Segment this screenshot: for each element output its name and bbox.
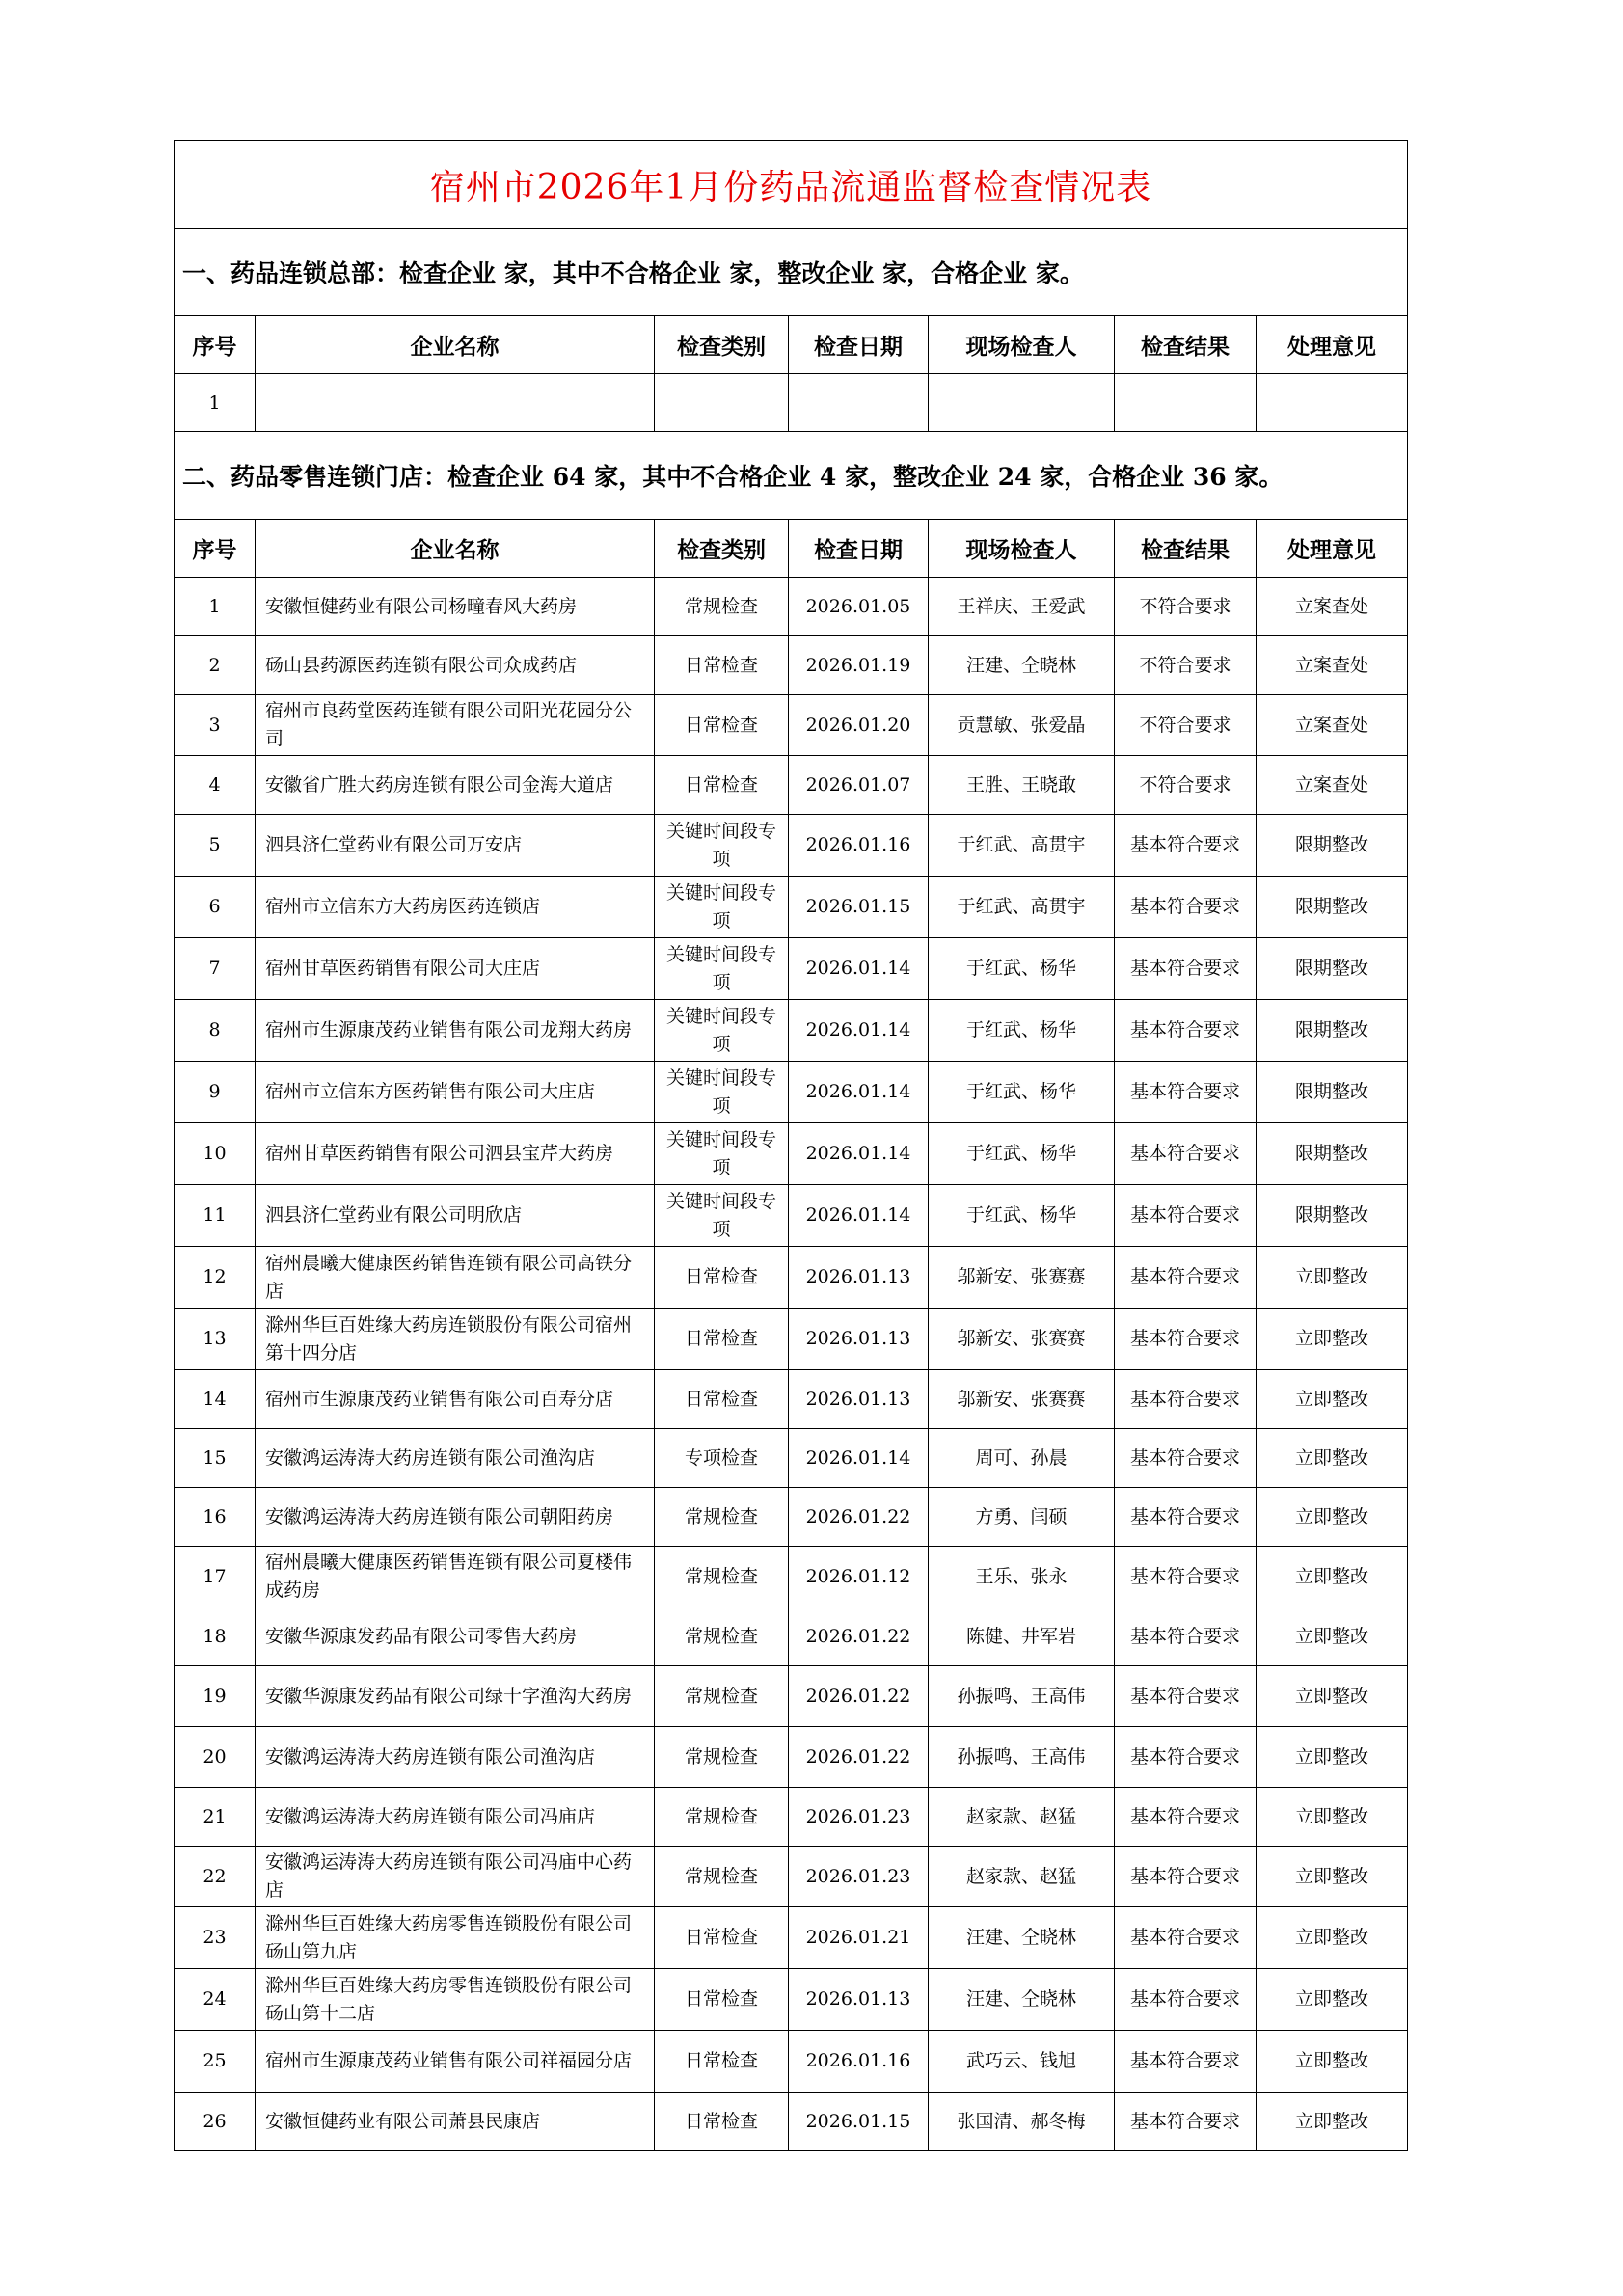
cell-type: 关键时间段专项	[655, 1123, 789, 1185]
cell-no: 18	[175, 1607, 256, 1666]
cell-no: 15	[175, 1429, 256, 1488]
cell-date: 2026.01.13	[789, 1969, 929, 2031]
cell-result: 基本符合要求	[1115, 938, 1257, 1000]
cell-date: 2026.01.14	[789, 1429, 929, 1488]
row-action	[1257, 374, 1408, 432]
cell-name: 宿州市立信东方大药房医药连锁店	[256, 877, 655, 938]
cell-result: 基本符合要求	[1115, 1000, 1257, 1062]
cell-name: 安徽鸿运涛涛大药房连锁有限公司渔沟店	[256, 1429, 655, 1488]
cell-no: 24	[175, 1969, 256, 2031]
cell-type: 日常检查	[655, 636, 789, 695]
cell-action: 限期整改	[1257, 815, 1408, 877]
cell-name: 滁州华巨百姓缘大药房零售连锁股份有限公司砀山第十二店	[256, 1969, 655, 2031]
cell-date: 2026.01.07	[789, 756, 929, 815]
col-header-type: 检查类别	[655, 316, 789, 374]
col-header-date: 检查日期	[789, 316, 929, 374]
cell-date: 2026.01.14	[789, 1062, 929, 1123]
section1-header-row	[175, 316, 1408, 374]
table-row	[175, 1062, 1408, 1123]
cell-type: 日常检查	[655, 1309, 789, 1370]
cell-name: 泗县济仁堂药业有限公司万安店	[256, 815, 655, 877]
row-result	[1115, 374, 1257, 432]
col-header-no: 序号	[175, 520, 256, 578]
cell-name: 宿州市生源康茂药业销售有限公司祥福园分店	[256, 2031, 655, 2093]
cell-action: 立即整改	[1257, 1247, 1408, 1309]
cell-action: 限期整改	[1257, 877, 1408, 938]
table-row	[175, 1547, 1408, 1607]
cell-action: 立案查处	[1257, 636, 1408, 695]
cell-action: 立即整改	[1257, 1547, 1408, 1607]
cell-inspector: 于红武、杨华	[929, 1000, 1115, 1062]
cell-result: 基本符合要求	[1115, 815, 1257, 877]
cell-date: 2026.01.16	[789, 2031, 929, 2093]
table-row	[175, 578, 1408, 636]
cell-no: 13	[175, 1309, 256, 1370]
cell-type: 专项检查	[655, 1429, 789, 1488]
cell-date: 2026.01.15	[789, 877, 929, 938]
table-row	[175, 1429, 1408, 1488]
table-row	[175, 815, 1408, 877]
cell-result: 基本符合要求	[1115, 1309, 1257, 1370]
cell-inspector: 方勇、闫硕	[929, 1488, 1115, 1547]
page-title: 宿州市2026年1月份药品流通监督检查情况表	[175, 141, 1408, 229]
cell-type: 常规检查	[655, 1547, 789, 1607]
cell-no: 7	[175, 938, 256, 1000]
cell-date: 2026.01.22	[789, 1488, 929, 1547]
cell-name: 宿州市立信东方医药销售有限公司大庄店	[256, 1062, 655, 1123]
cell-type: 日常检查	[655, 756, 789, 815]
cell-inspector: 王乐、张永	[929, 1547, 1115, 1607]
cell-action: 限期整改	[1257, 1062, 1408, 1123]
cell-result: 基本符合要求	[1115, 1547, 1257, 1607]
cell-name: 安徽恒健药业有限公司萧县民康店	[256, 2093, 655, 2151]
cell-name: 泗县济仁堂药业有限公司明欣店	[256, 1185, 655, 1247]
cell-action: 立案查处	[1257, 695, 1408, 756]
cell-date: 2026.01.22	[789, 1727, 929, 1788]
cell-result: 基本符合要求	[1115, 1607, 1257, 1666]
row-date	[789, 374, 929, 432]
col-header-no: 序号	[175, 316, 256, 374]
cell-date: 2026.01.14	[789, 1185, 929, 1247]
cell-date: 2026.01.13	[789, 1247, 929, 1309]
cell-name: 安徽恒健药业有限公司杨疃春风大药房	[256, 578, 655, 636]
table-row	[175, 1607, 1408, 1666]
cell-name: 宿州晨曦大健康医药销售连锁有限公司高铁分店	[256, 1247, 655, 1309]
cell-inspector: 于红武、杨华	[929, 938, 1115, 1000]
cell-inspector: 王祥庆、王爱武	[929, 578, 1115, 636]
cell-name: 滁州华巨百姓缘大药房零售连锁股份有限公司砀山第九店	[256, 1907, 655, 1969]
cell-date: 2026.01.22	[789, 1666, 929, 1727]
cell-date: 2026.01.14	[789, 1123, 929, 1185]
col-header-name: 企业名称	[256, 520, 655, 578]
cell-no: 1	[175, 578, 256, 636]
section2-heading: 二、药品零售连锁门店：检查企业 64 家，其中不合格企业 4 家，整改企业 24 家，合格企业 36 家。	[175, 432, 1408, 520]
cell-type: 日常检查	[655, 1907, 789, 1969]
cell-action: 立即整改	[1257, 1788, 1408, 1847]
cell-inspector: 武巧云、钱旭	[929, 2031, 1115, 2093]
col-header-type: 检查类别	[655, 520, 789, 578]
cell-date: 2026.01.21	[789, 1907, 929, 1969]
cell-type: 关键时间段专项	[655, 815, 789, 877]
table-row	[175, 1969, 1408, 2031]
cell-no: 21	[175, 1788, 256, 1847]
cell-inspector: 汪建、仝晓林	[929, 1969, 1115, 2031]
cell-inspector: 陈健、井军岩	[929, 1607, 1115, 1666]
cell-no: 9	[175, 1062, 256, 1123]
cell-name: 安徽鸿运涛涛大药房连锁有限公司渔沟店	[256, 1727, 655, 1788]
cell-type: 常规检查	[655, 1488, 789, 1547]
table-row	[175, 1000, 1408, 1062]
cell-type: 常规检查	[655, 1666, 789, 1727]
table-row	[175, 2093, 1408, 2151]
table-row	[175, 1123, 1408, 1185]
row-inspector	[929, 374, 1115, 432]
cell-action: 立案查处	[1257, 578, 1408, 636]
cell-name: 宿州市生源康茂药业销售有限公司百寿分店	[256, 1370, 655, 1429]
cell-action: 立即整改	[1257, 1727, 1408, 1788]
cell-date: 2026.01.14	[789, 1000, 929, 1062]
cell-name: 滁州华巨百姓缘大药房连锁股份有限公司宿州第十四分店	[256, 1309, 655, 1370]
cell-inspector: 赵家款、赵猛	[929, 1788, 1115, 1847]
col-header-result: 检查结果	[1115, 520, 1257, 578]
table-row	[175, 1847, 1408, 1907]
cell-inspector: 于红武、杨华	[929, 1123, 1115, 1185]
cell-type: 日常检查	[655, 695, 789, 756]
cell-date: 2026.01.20	[789, 695, 929, 756]
row-name	[256, 374, 655, 432]
cell-no: 8	[175, 1000, 256, 1062]
cell-date: 2026.01.05	[789, 578, 929, 636]
cell-inspector: 孙振鸣、王高伟	[929, 1727, 1115, 1788]
cell-result: 不符合要求	[1115, 695, 1257, 756]
cell-inspector: 邬新安、张赛赛	[929, 1370, 1115, 1429]
cell-result: 不符合要求	[1115, 578, 1257, 636]
cell-date: 2026.01.23	[789, 1847, 929, 1907]
cell-result: 不符合要求	[1115, 636, 1257, 695]
cell-name: 安徽华源康发药品有限公司零售大药房	[256, 1607, 655, 1666]
cell-result: 基本符合要求	[1115, 1429, 1257, 1488]
cell-result: 基本符合要求	[1115, 877, 1257, 938]
cell-type: 常规检查	[655, 1727, 789, 1788]
cell-no: 23	[175, 1907, 256, 1969]
cell-no: 20	[175, 1727, 256, 1788]
cell-action: 立即整改	[1257, 1907, 1408, 1969]
cell-action: 立即整改	[1257, 2093, 1408, 2151]
section2-header-row	[175, 520, 1408, 578]
cell-name: 宿州晨曦大健康医药销售连锁有限公司夏楼伟成药房	[256, 1547, 655, 1607]
cell-no: 22	[175, 1847, 256, 1907]
table-row	[175, 1788, 1408, 1847]
cell-date: 2026.01.15	[789, 2093, 929, 2151]
cell-action: 立即整改	[1257, 1309, 1408, 1370]
cell-type: 日常检查	[655, 1370, 789, 1429]
cell-name: 安徽华源康发药品有限公司绿十字渔沟大药房	[256, 1666, 655, 1727]
table-row	[175, 1247, 1408, 1309]
cell-type: 日常检查	[655, 1969, 789, 2031]
cell-date: 2026.01.14	[789, 938, 929, 1000]
table-row	[175, 756, 1408, 815]
table-row	[175, 1727, 1408, 1788]
cell-action: 限期整改	[1257, 938, 1408, 1000]
table-row	[175, 1907, 1408, 1969]
cell-type: 日常检查	[655, 2093, 789, 2151]
cell-no: 19	[175, 1666, 256, 1727]
inspection-table	[174, 140, 1408, 2151]
cell-result: 基本符合要求	[1115, 2093, 1257, 2151]
col-header-action: 处理意见	[1257, 316, 1408, 374]
cell-inspector: 贡慧敏、张爱晶	[929, 695, 1115, 756]
cell-no: 25	[175, 2031, 256, 2093]
cell-name: 宿州市生源康茂药业销售有限公司龙翔大药房	[256, 1000, 655, 1062]
cell-result: 基本符合要求	[1115, 1488, 1257, 1547]
table-row	[175, 1370, 1408, 1429]
section1-heading: 一、药品连锁总部：检查企业 家，其中不合格企业 家，整改企业 家，合格企业 家。	[175, 229, 1408, 316]
cell-date: 2026.01.22	[789, 1607, 929, 1666]
cell-name: 砀山县药源医药连锁有限公司众成药店	[256, 636, 655, 695]
cell-action: 立即整改	[1257, 1370, 1408, 1429]
cell-no: 10	[175, 1123, 256, 1185]
cell-type: 日常检查	[655, 2031, 789, 2093]
cell-no: 2	[175, 636, 256, 695]
cell-inspector: 于红武、高贯宇	[929, 815, 1115, 877]
col-header-result: 检查结果	[1115, 316, 1257, 374]
cell-no: 3	[175, 695, 256, 756]
cell-name: 安徽鸿运涛涛大药房连锁有限公司冯庙店	[256, 1788, 655, 1847]
cell-action: 立即整改	[1257, 1429, 1408, 1488]
cell-no: 6	[175, 877, 256, 938]
cell-inspector: 邬新安、张赛赛	[929, 1247, 1115, 1309]
cell-result: 基本符合要求	[1115, 1123, 1257, 1185]
section1-row	[175, 374, 1408, 432]
cell-date: 2026.01.19	[789, 636, 929, 695]
cell-date: 2026.01.13	[789, 1370, 929, 1429]
table-row	[175, 1185, 1408, 1247]
col-header-name: 企业名称	[256, 316, 655, 374]
cell-type: 关键时间段专项	[655, 938, 789, 1000]
col-header-action: 处理意见	[1257, 520, 1408, 578]
row-no: 1	[175, 374, 256, 432]
table-row	[175, 1488, 1408, 1547]
cell-no: 11	[175, 1185, 256, 1247]
cell-date: 2026.01.16	[789, 815, 929, 877]
cell-no: 16	[175, 1488, 256, 1547]
cell-inspector: 汪建、仝晓林	[929, 1907, 1115, 1969]
cell-inspector: 于红武、高贯宇	[929, 877, 1115, 938]
cell-result: 基本符合要求	[1115, 1062, 1257, 1123]
inspection-report-sheet	[174, 140, 1407, 2151]
cell-inspector: 周可、孙晨	[929, 1429, 1115, 1488]
cell-inspector: 王胜、王晓敢	[929, 756, 1115, 815]
cell-name: 宿州甘草医药销售有限公司大庄店	[256, 938, 655, 1000]
cell-action: 限期整改	[1257, 1123, 1408, 1185]
cell-date: 2026.01.23	[789, 1788, 929, 1847]
cell-date: 2026.01.12	[789, 1547, 929, 1607]
cell-type: 关键时间段专项	[655, 877, 789, 938]
table-row	[175, 2031, 1408, 2093]
cell-name: 安徽鸿运涛涛大药房连锁有限公司朝阳药房	[256, 1488, 655, 1547]
col-header-inspector: 现场检查人	[929, 316, 1115, 374]
cell-action: 限期整改	[1257, 1185, 1408, 1247]
cell-inspector: 孙振鸣、王高伟	[929, 1666, 1115, 1727]
cell-no: 12	[175, 1247, 256, 1309]
table-row	[175, 877, 1408, 938]
cell-result: 基本符合要求	[1115, 1907, 1257, 1969]
cell-inspector: 赵家款、赵猛	[929, 1847, 1115, 1907]
cell-result: 基本符合要求	[1115, 2031, 1257, 2093]
cell-action: 立案查处	[1257, 756, 1408, 815]
cell-inspector: 汪建、仝晓林	[929, 636, 1115, 695]
cell-action: 立即整改	[1257, 1488, 1408, 1547]
col-header-date: 检查日期	[789, 520, 929, 578]
cell-no: 5	[175, 815, 256, 877]
cell-inspector: 张国清、郝冬梅	[929, 2093, 1115, 2151]
row-type	[655, 374, 789, 432]
cell-date: 2026.01.13	[789, 1309, 929, 1370]
cell-action: 立即整改	[1257, 1969, 1408, 2031]
cell-inspector: 于红武、杨华	[929, 1062, 1115, 1123]
table-row	[175, 1666, 1408, 1727]
table-row	[175, 695, 1408, 756]
cell-result: 基本符合要求	[1115, 1727, 1257, 1788]
cell-no: 14	[175, 1370, 256, 1429]
cell-action: 立即整改	[1257, 1847, 1408, 1907]
cell-type: 关键时间段专项	[655, 1000, 789, 1062]
cell-result: 基本符合要求	[1115, 1247, 1257, 1309]
cell-type: 关键时间段专项	[655, 1062, 789, 1123]
cell-inspector: 邬新安、张赛赛	[929, 1309, 1115, 1370]
cell-result: 不符合要求	[1115, 756, 1257, 815]
cell-no: 4	[175, 756, 256, 815]
cell-type: 常规检查	[655, 578, 789, 636]
cell-result: 基本符合要求	[1115, 1185, 1257, 1247]
cell-action: 立即整改	[1257, 1666, 1408, 1727]
col-header-inspector: 现场检查人	[929, 520, 1115, 578]
cell-action: 立即整改	[1257, 1607, 1408, 1666]
table-row	[175, 1309, 1408, 1370]
table-row	[175, 938, 1408, 1000]
cell-result: 基本符合要求	[1115, 1788, 1257, 1847]
cell-name: 宿州市良药堂医药连锁有限公司阳光花园分公司	[256, 695, 655, 756]
cell-no: 17	[175, 1547, 256, 1607]
cell-no: 26	[175, 2093, 256, 2151]
cell-result: 基本符合要求	[1115, 1666, 1257, 1727]
cell-action: 立即整改	[1257, 2031, 1408, 2093]
cell-type: 日常检查	[655, 1247, 789, 1309]
cell-name: 宿州甘草医药销售有限公司泗县宝芹大药房	[256, 1123, 655, 1185]
table-row	[175, 636, 1408, 695]
cell-type: 常规检查	[655, 1607, 789, 1666]
cell-name: 安徽鸿运涛涛大药房连锁有限公司冯庙中心药店	[256, 1847, 655, 1907]
cell-name: 安徽省广胜大药房连锁有限公司金海大道店	[256, 756, 655, 815]
cell-action: 限期整改	[1257, 1000, 1408, 1062]
cell-inspector: 于红武、杨华	[929, 1185, 1115, 1247]
cell-type: 关键时间段专项	[655, 1185, 789, 1247]
cell-result: 基本符合要求	[1115, 1370, 1257, 1429]
cell-type: 常规检查	[655, 1847, 789, 1907]
cell-result: 基本符合要求	[1115, 1969, 1257, 2031]
cell-type: 常规检查	[655, 1788, 789, 1847]
cell-result: 基本符合要求	[1115, 1847, 1257, 1907]
